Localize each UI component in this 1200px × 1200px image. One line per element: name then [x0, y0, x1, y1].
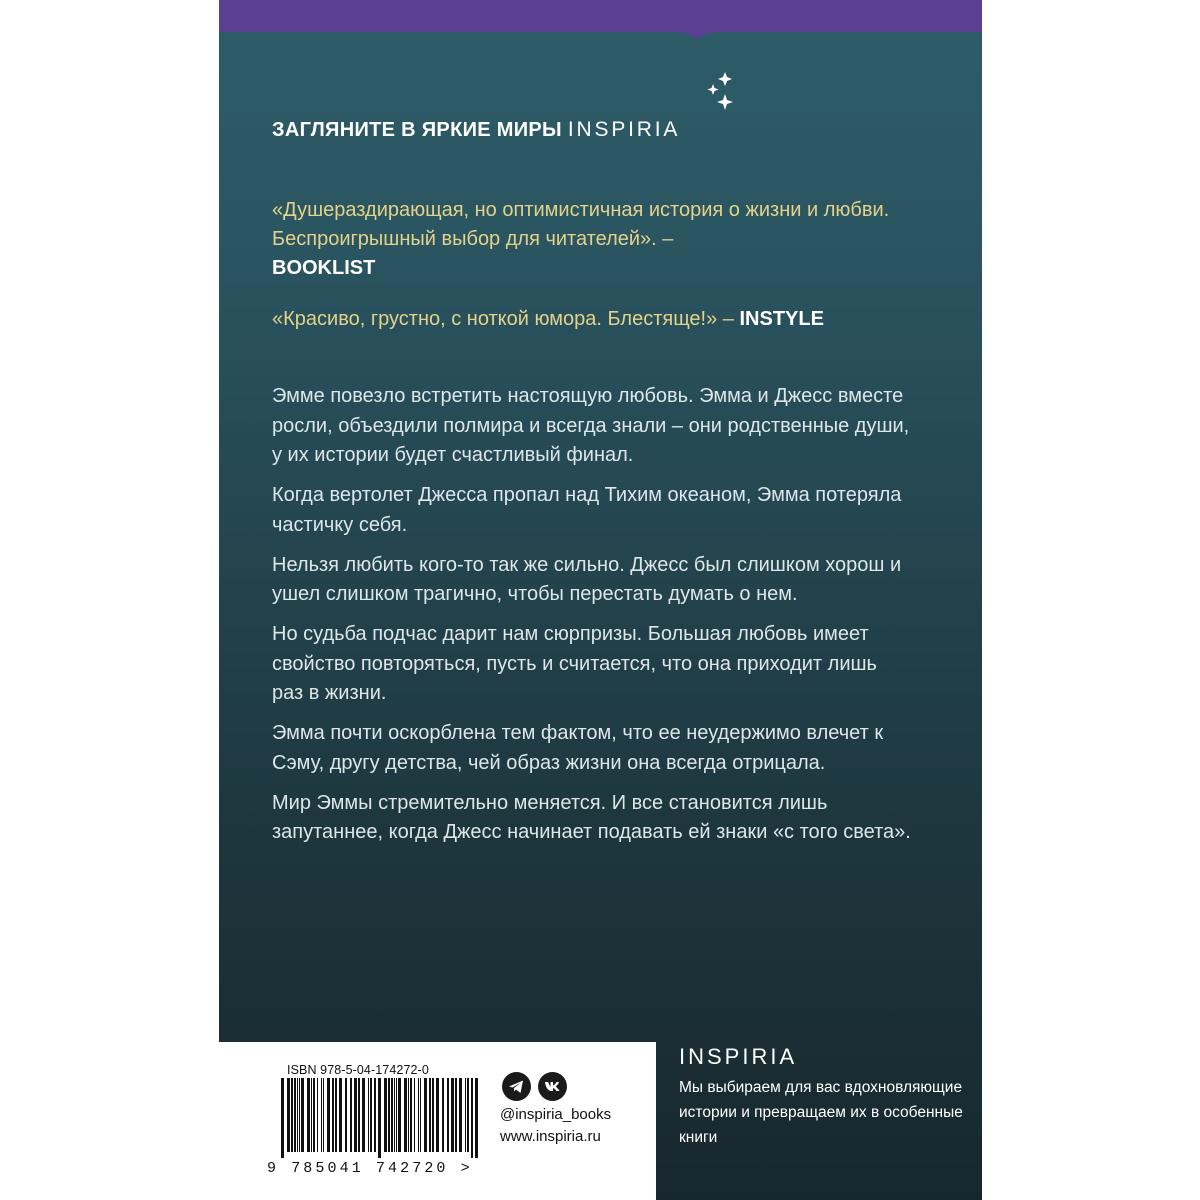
- vk-icon[interactable]: [538, 1072, 567, 1101]
- review-quote-booklist: [272, 196, 912, 283]
- book-back-cover: [219, 0, 982, 1200]
- description-paragraph: Но судьба подчас дарит нам сюрпризы. Большая любовь имеет свойство повторяться, пусть и считается, что она приходит лишь раз в жизни.: [272, 623, 877, 704]
- barcode-icon: [279, 1078, 484, 1158]
- book-description: [272, 382, 912, 858]
- headline-brand: INSPIRIA: [567, 118, 681, 141]
- quote-text: «Душераздирающая, но оптимистичная история о жизни и любви. Беспроигрышный выбор для читателей». –: [272, 199, 890, 250]
- description-paragraph: Нельзя любить кого-то так же сильно. Джесс был слишком хорош и ушел слишком трагично, чтобы перестать думать о нем.: [272, 553, 902, 605]
- isbn-text: ISBN 978-5-04-174272-0: [287, 1063, 429, 1077]
- barcode-digits: 9 785041 742720 >: [267, 1160, 473, 1177]
- website-link[interactable]: www.inspiria.ru: [500, 1128, 601, 1145]
- publisher-logo: INSPIRIA: [679, 1044, 798, 1069]
- social-handle[interactable]: @inspiria_books: [500, 1106, 612, 1123]
- description-paragraph: Мир Эммы стремительно меняется. И все становится лишь запутаннее, когда Джесс начинает подавать ей знаки «с того света».: [272, 791, 911, 843]
- quote-source: BOOKLIST: [272, 257, 376, 279]
- publisher-tagline: Мы выбираем для вас вдохновляющие истории и превращаем их в особенные книги: [679, 1079, 963, 1146]
- description-paragraph: Когда вертолет Джесса пропал над Тихим океаном, Эмма потеряла частичку себя.: [272, 484, 902, 536]
- telegram-icon[interactable]: [502, 1072, 531, 1101]
- top-band: [219, 0, 982, 42]
- quote-text: «Красиво, грустно, с ноткой юмора. Блестяще!» –: [272, 308, 734, 330]
- review-quote-instyle: [272, 305, 912, 334]
- sparkle-stars-icon: [701, 72, 741, 114]
- quote-source: INSTYLE: [739, 308, 824, 330]
- description-paragraph: Эмма почти оскорблена тем фактом, что ее неудержимо влечет к Сэму, другу детства, чей образ жизни она всегда отрицала.: [272, 722, 884, 774]
- headline-text: ЗАГЛЯНИТЕ В ЯРКИЕ МИРЫ: [272, 119, 562, 141]
- description-paragraph: Эмме повезло встретить настоящую любовь. Эмма и Джесс вместе росли, объездили полмира и всегда знали – они родственные души, у их истории будет счастливый финал.: [272, 385, 910, 466]
- headline: [272, 118, 680, 142]
